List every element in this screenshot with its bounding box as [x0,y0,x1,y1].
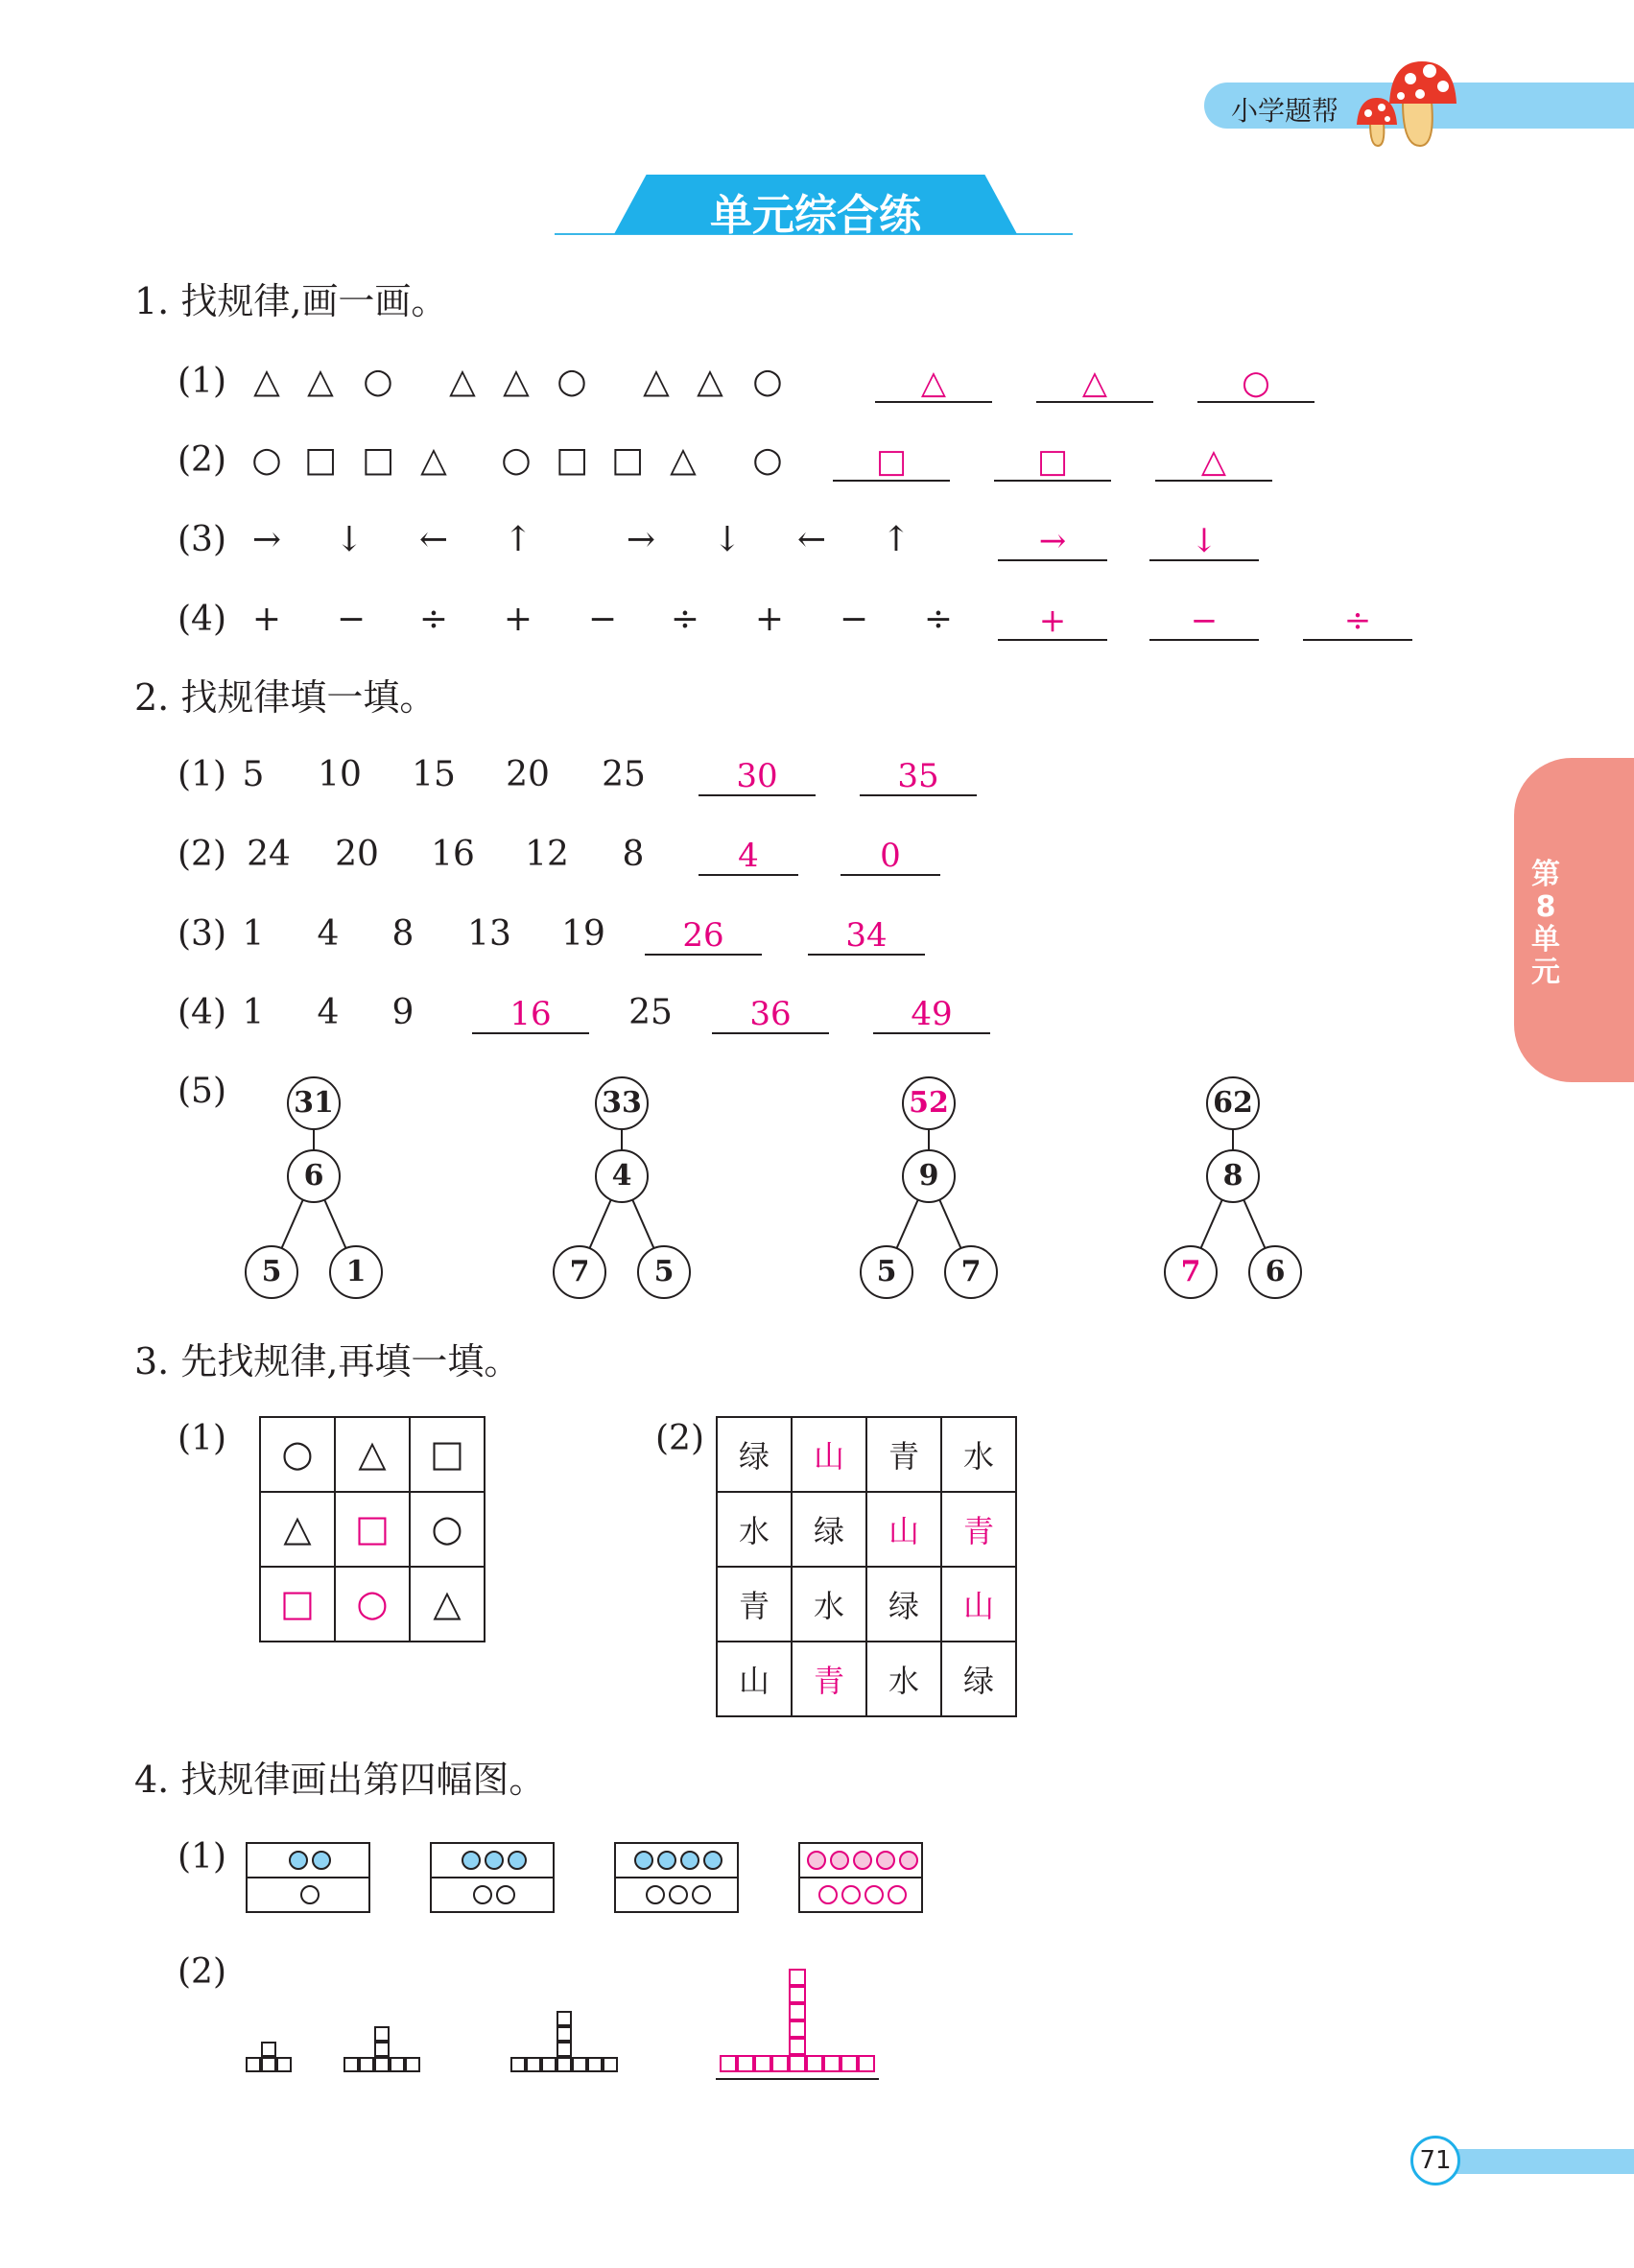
pattern-item: △ [307,362,334,401]
answer-text: ○ [1242,364,1270,402]
sequence-number: 15 [412,755,456,794]
sequence-number: 25 [602,755,646,794]
q3-title: 3. 先找规律,再填一填。 [134,1340,521,1382]
page-number-badge [1410,2136,1460,2185]
answer-text: □ [875,442,908,481]
empty-dot [669,1885,688,1904]
answer-blank [712,994,829,1034]
cell-shape: △ [358,1432,387,1475]
block-square [557,2026,572,2042]
block-square [510,2057,526,2072]
page-number: 71 [1419,2146,1452,2175]
character-grid [716,1416,1017,1717]
empty-dot [496,1885,515,1904]
pattern-item: △ [420,440,447,480]
block-square [343,2057,359,2072]
filled-dot [899,1851,918,1870]
block-square [526,2057,541,2072]
tree-middle-node: 8 [1206,1149,1260,1203]
pattern-item: ÷ [670,600,700,639]
dot-figure-2 [430,1842,555,1913]
pattern-item: ← [796,520,827,559]
block-square [603,2057,618,2072]
dot-figure-1 [246,1842,370,1913]
block-square [557,2011,572,2026]
sequence-number: 1 [242,914,265,954]
answer-blank [1303,601,1412,641]
answer-blank [998,601,1107,641]
mushroom-icon [1353,54,1463,150]
grid-row [717,1417,1016,1492]
pattern-item: ○ [752,440,783,480]
tree-middle-node: 9 [902,1149,956,1203]
tree-middle-node: 6 [287,1149,341,1203]
pattern-item: ↓ [334,520,365,559]
grid-cell: 水 [941,1417,1016,1492]
block-square [541,2057,557,2072]
answer-text: △ [1081,364,1108,402]
sequence-number: 25 [628,993,673,1032]
tree-right-node: 7 [944,1245,998,1299]
grid-row [260,1492,485,1567]
sequence-number: 13 [467,914,511,954]
answer-blank [998,521,1107,561]
grid-cell [410,1492,485,1567]
filled-dot [680,1851,699,1870]
answer-text: + [1038,602,1067,640]
block-square [823,2055,841,2072]
answer-blank [1149,521,1259,561]
grid-row [260,1417,485,1492]
tree-left-node: 5 [860,1245,913,1299]
grid-row [717,1642,1016,1716]
answer-text: △ [920,364,947,402]
grid-row [260,1567,485,1642]
q4-part2-label: (2) [178,1952,226,1992]
cell-shape: ○ [356,1582,389,1624]
grid-cell: 青 [941,1492,1016,1567]
answer-blank [841,836,940,876]
sequence-number: 4 [317,914,340,954]
answer-text: 35 [897,757,939,795]
grid-cell: 绿 [717,1417,792,1492]
brand-label: 小学题帮 [1231,95,1339,127]
dot-figure-3 [614,1842,739,1913]
empty-dot [841,1885,861,1904]
q1-row-1 [0,362,1634,413]
grid-cell: 绿 [792,1492,866,1567]
answer-blank [1036,363,1153,403]
row-label: (2) [178,440,226,480]
answer-text: → [1038,522,1067,560]
grid-cell: 青 [717,1567,792,1642]
answer-blank [873,994,990,1034]
answer-text: 49 [911,995,953,1033]
pattern-item: □ [361,440,395,480]
block-square [754,2055,771,2072]
answer-blank [875,363,992,403]
empty-dot [692,1885,711,1904]
block-square [806,2055,823,2072]
answer-text: − [1190,602,1219,640]
answer-text: ÷ [1343,602,1372,640]
cell-shape: △ [433,1582,462,1624]
pattern-item: □ [610,440,645,480]
grid-cell: 山 [941,1567,1016,1642]
block-square [374,2026,390,2042]
pattern-item: ○ [251,440,282,480]
block-square [261,2042,276,2057]
filled-dot [830,1851,849,1870]
grid-cell [335,1417,410,1492]
block-square [557,2057,572,2072]
answer-blank [472,994,589,1034]
pattern-item: △ [253,362,280,401]
answer-text: △ [1200,442,1227,481]
sequence-number: 20 [506,755,550,794]
sequence-number: 19 [561,914,605,954]
empty-dot [646,1885,665,1904]
answer-blank [808,915,925,956]
answer-blank [994,441,1111,482]
answer-text: 4 [738,837,759,875]
empty-dot [473,1885,492,1904]
empty-dot [864,1885,884,1904]
answer-text: 36 [749,995,792,1033]
sequence-number: 8 [622,835,645,874]
q3-part1-label: (1) [178,1419,226,1458]
block-square [557,2042,572,2057]
block-square [789,2055,806,2072]
answer-blank [1149,601,1259,641]
block-square [246,2057,261,2072]
sequence-number: 4 [317,993,340,1032]
answer-text: 34 [845,916,888,955]
sequence-number: 8 [391,914,414,954]
pattern-item: ○ [557,362,587,401]
grid-cell: 山 [866,1492,941,1567]
row-label: (3) [178,520,226,559]
filled-dot [462,1851,481,1870]
q2-trees-label: (5) [178,1072,226,1111]
block-square [789,1969,806,1986]
pattern-item: □ [303,440,338,480]
q2-row-2 [0,835,1634,886]
block-square [789,1986,806,2003]
tree-left-node: 7 [553,1245,606,1299]
q3-part2-label: (2) [655,1419,704,1458]
pattern-item: + [754,600,785,639]
tree-right-node: 1 [329,1245,383,1299]
grid-cell: 青 [866,1417,941,1492]
pattern-item: + [503,600,533,639]
sequence-number: 1 [242,993,265,1032]
tree-top-node: 52 [902,1076,956,1130]
filled-dot [312,1851,331,1870]
pattern-item: □ [555,440,589,480]
q4-title: 4. 找规律画出第四幅图。 [134,1759,546,1801]
sequence-number: 10 [318,755,362,794]
block-square [771,2055,789,2072]
filled-dot [508,1851,527,1870]
row-label: (1) [178,755,226,794]
answer-blank [699,756,816,796]
answer-blank [860,756,977,796]
grid-cell: 水 [866,1642,941,1716]
pattern-item: − [587,600,618,639]
tree-left-node: 5 [245,1245,298,1299]
filled-dot [289,1851,308,1870]
q2-title: 2. 找规律填一填。 [134,676,437,719]
row-label: (1) [178,362,226,401]
shape-grid [259,1416,485,1642]
block-square [587,2057,603,2072]
filled-dot [703,1851,722,1870]
row-label: (3) [178,914,226,954]
tree-middle-node: 4 [595,1149,649,1203]
q2-row-1 [0,755,1634,806]
pattern-item: ← [418,520,449,559]
grid-row [717,1567,1016,1642]
answer-text: 0 [880,837,901,875]
sequence-number: 16 [431,835,475,874]
block-square [374,2057,390,2072]
block-square [390,2057,405,2072]
grid-cell [410,1567,485,1642]
q2-row-4 [0,993,1634,1044]
block-square [841,2055,858,2072]
figure-divider [616,1877,737,1878]
q1-row-2 [0,440,1634,491]
pattern-item: ↓ [712,520,743,559]
sequence-number: 12 [525,835,569,874]
block-square [789,2003,806,2020]
filled-dot [634,1851,653,1870]
block-square [405,2057,420,2072]
grid-cell: 山 [717,1642,792,1716]
pattern-item: − [839,600,869,639]
cell-shape: ○ [281,1432,314,1475]
answer-text: ↓ [1190,522,1219,560]
grid-cell: 山 [792,1417,866,1492]
row-label: (4) [178,600,226,639]
block-square [789,2020,806,2038]
pattern-item: △ [697,362,723,401]
pattern-item: ↑ [503,520,533,559]
grid-cell [260,1417,335,1492]
sequence-number: 9 [391,993,414,1032]
cell-shape: △ [283,1507,312,1549]
pattern-item: ○ [752,362,783,401]
tree-right-node: 6 [1248,1245,1302,1299]
cell-shape: □ [430,1432,464,1475]
block-square [276,2057,292,2072]
q1-row-3 [0,520,1634,571]
answer-blank [1197,363,1314,403]
block-square [858,2055,875,2072]
grid-cell: 绿 [866,1567,941,1642]
tree-top-node: 62 [1206,1076,1260,1130]
filled-dot [485,1851,504,1870]
answer-text: 26 [682,916,724,955]
pattern-item: → [251,520,282,559]
answer-blank [833,441,950,482]
row-label: (2) [178,835,226,874]
footer-bar [1439,2149,1634,2174]
pattern-item: △ [670,440,697,480]
tree-top-node: 31 [287,1076,341,1130]
row-label: (4) [178,993,226,1032]
cell-shape: □ [280,1582,315,1624]
block-square [261,2057,276,2072]
q4-part1-label: (1) [178,1837,226,1877]
cell-shape: □ [355,1507,390,1549]
tree-left-node: 7 [1164,1245,1218,1299]
answer-text: 30 [736,757,778,795]
answer-blank [645,915,762,956]
pattern-item: ○ [363,362,393,401]
grid-cell: 水 [717,1492,792,1567]
block-square [720,2055,737,2072]
q1-row-4 [0,602,1634,650]
grid-cell: 水 [792,1567,866,1642]
pattern-item: ↑ [881,520,912,559]
filled-dot [807,1851,826,1870]
filled-dot [853,1851,872,1870]
figure-divider [248,1877,368,1878]
pattern-item: △ [449,362,476,401]
empty-dot [888,1885,907,1904]
block-square [374,2042,390,2057]
pattern-item: △ [503,362,530,401]
empty-dot [300,1885,320,1904]
grid-cell [410,1417,485,1492]
grid-cell: 青 [792,1642,866,1716]
side-tab-text: 第8单元 [1531,858,1560,989]
grid-row [717,1492,1016,1567]
q1-title: 1. 找规律,画一画。 [134,280,448,322]
empty-dot [818,1885,838,1904]
section-title: 单元综合练 [710,191,921,240]
grid-cell: 绿 [941,1642,1016,1716]
block-square [572,2057,587,2072]
pattern-item: △ [643,362,670,401]
pattern-item: → [626,520,656,559]
answer-blank [1155,441,1272,482]
pattern-item: ○ [501,440,532,480]
answer-blank [699,836,798,876]
sequence-number: 24 [247,835,291,874]
pattern-item: − [336,600,367,639]
tree-right-node: 5 [637,1245,691,1299]
cell-shape: ○ [431,1507,463,1549]
grid-cell [335,1492,410,1567]
pattern-item: ÷ [418,600,449,639]
grid-cell [260,1492,335,1567]
figure-divider [800,1877,921,1878]
pattern-item: + [251,600,282,639]
filled-dot [657,1851,676,1870]
answer-underline [716,2078,879,2080]
answer-text: 16 [509,995,552,1033]
tree-top-node: 33 [595,1076,649,1130]
grid-cell [260,1567,335,1642]
block-square [359,2057,374,2072]
pattern-item: ÷ [923,600,954,639]
filled-dot [876,1851,895,1870]
q2-row-3 [0,914,1634,965]
dot-figure-4 [798,1842,923,1913]
grid-cell [335,1567,410,1642]
sequence-number: 20 [335,835,379,874]
answer-text: □ [1036,442,1069,481]
block-square [737,2055,754,2072]
figure-divider [432,1877,553,1878]
sequence-number: 5 [242,755,265,794]
block-square [789,2038,806,2055]
